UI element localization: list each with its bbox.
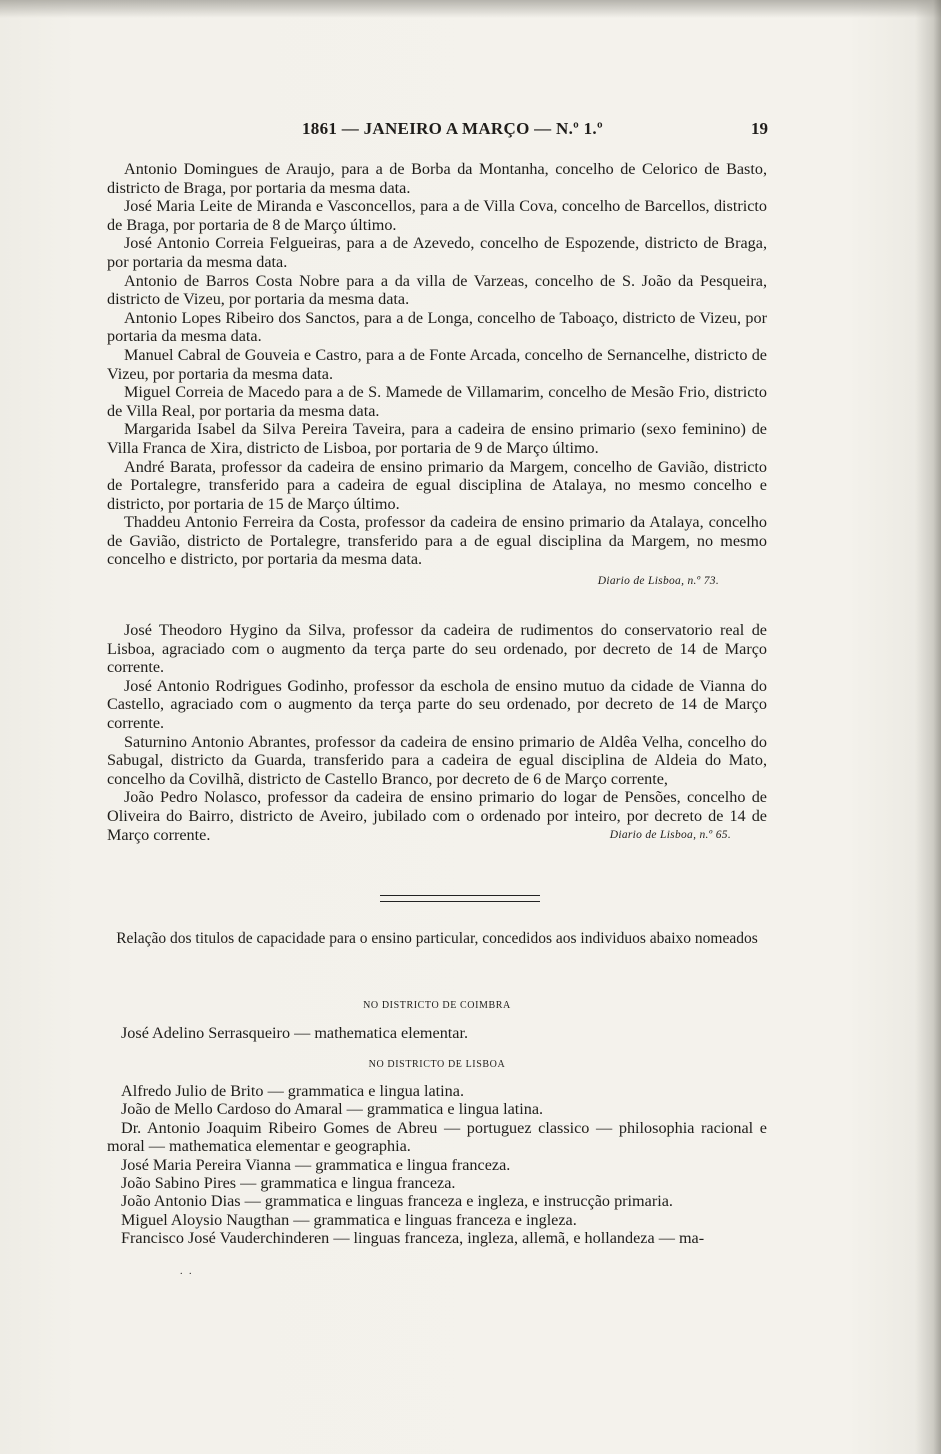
list-item: José Maria Pereira Vianna — grammatica e lingua franceza. [121, 1155, 511, 1174]
page-right-shadow [915, 0, 941, 1454]
section-separator [380, 895, 540, 902]
district-heading-lisboa: NO DISTRICTO DE LISBOA [368, 1059, 506, 1070]
paragraph: Antonio Domingues de Araujo, para a de Borba da Montanha, concelho de Celorico de Basto, districto de Braga, por portaria da mesma data. [107, 160, 767, 197]
page-number: 19 [751, 119, 768, 138]
paragraph: José Theodoro Hygino da Silva, professor da cadeira de rudimentos do conservatorio real de Lisboa, agraciado com o augmento da terça parte do seu ordenado, por decreto de 14 de Março corrente. [107, 621, 767, 677]
appointments-block [107, 160, 767, 591]
list-item: João Sabino Pires — grammatica e lingua franceza. [121, 1174, 456, 1193]
paragraph: Antonio Lopes Ribeiro dos Sanctos, para a de Longa, concelho de Taboaço, districto de Vizeu, por portaria da mesma data. [107, 308, 767, 346]
paragraph: Thaddeu Antonio Ferreira da Costa, professor da cadeira de ensino primario da Atalaya, concelho de Gavião, districto de Portalegre, transferido para a de egual disciplina da Margem, no mesmo concelho e districto, por portaria da mesma data. [107, 513, 767, 569]
list-item: Miguel Aloysio Naugthan — grammatica e linguas franceza e ingleza. [121, 1210, 577, 1229]
paragraph: José Maria Leite de Miranda e Vasconcellos, para a de Villa Cova, concelho de Barcellos, districto de Braga, por portaria de 8 de Março último. [107, 197, 767, 234]
list-item: Dr. Antonio Joaquim Ribeiro Gomes de Abreu — portuguez classico — philosophia racional e moral — mathematica elementar e geographia. [107, 1118, 767, 1156]
coimbra-list [107, 1024, 767, 1042]
last-paragraph-text: João Pedro Nolasco, professor da cadeira de ensino primario do logar de Pensões, concelho de Oliveira do Bairro, districto de Aveiro, jubilado com o ordenado por inteiro, por decreto de 14 de Março corrente. [107, 788, 767, 844]
paragraph: Saturnino Antonio Abrantes, professor da cadeira de ensino primario de Aldêa Velha, concelho do Sabugal, districto da Guarda, transferido para a cadeira de egual disciplina de Aldeia do Mato, concelho da Covilhã, districto de Castello Branco, por decreto de 6 de Março corrente, [107, 732, 767, 788]
paragraph: José Antonio Correia Felgueiras, para a de Azevedo, concelho de Espozende, districto de Braga, por portaria da mesma data. [107, 234, 767, 271]
list-item: João Antonio Dias — grammatica e linguas franceza e ingleza, e instrucção primaria. [121, 1192, 673, 1211]
source-citation: Diario de Lisboa, n.º 65. [609, 828, 731, 841]
header-title: 1861 — JANEIRO A MARÇO — N.º 1.º [302, 119, 603, 138]
paragraph: Miguel Correia de Macedo para a de S. Mamede de Villamarim, concelho de Mesão Frio, districto de Villa Real, por portaria da mesma data. [107, 383, 767, 420]
footer-marks: . . [180, 1266, 194, 1277]
paragraph [107, 788, 767, 844]
list-item: José Adelino Serrasqueiro — mathematica elementar. [121, 1024, 469, 1042]
source-citation: Diario de Lisboa, n.º 73. [597, 575, 719, 588]
page-top-shadow [0, 0, 941, 18]
paragraph: Manuel Cabral de Gouveia e Castro, para a de Fonte Arcada, concelho de Sernancelhe, districto de Vizeu, por portaria da mesma data. [107, 345, 767, 383]
paragraph: José Antonio Rodrigues Godinho, professor da eschola de ensino mutuo da cidade de Vianna do Castello, agraciado com o augmento da terça parte do seu ordenado, por decreto de 14 de Março corrente. [107, 676, 767, 732]
paragraph: André Barata, professor da cadeira de ensino primario da Margem, concelho de Gavião, districto de Portalegre, transferido para a cadeira de egual disciplina de Atalaya, no mesmo concelho e districto, por portaria de 15 de Março último. [107, 457, 767, 513]
district-heading-coimbra: NO DISTRICTO DE COIMBRA [363, 1000, 511, 1011]
paragraph: Margarida Isabel da Silva Pereira Taveira, para a cadeira de ensino primario (sexo feminino) de Villa Franca de Xira, districto de Lisboa, por portaria de 9 de Março último. [107, 420, 767, 457]
paragraph: Antonio de Barros Costa Nobre para a da villa de Varzeas, concelho de S. João da Pesqueira, districto de Vizeu, por portaria da mesma data. [107, 271, 767, 309]
list-item: João de Mello Cardoso do Amaral — grammatica e lingua latina. [121, 1100, 544, 1119]
decrees-block [107, 621, 767, 844]
section-title: Relação dos titulos de capacidade para o ensino particular, concedidos aos individuos abaixo nomeados [116, 930, 758, 947]
list-item: Francisco José Vauderchinderen — linguas franceza, ingleza, allemã, e hollandeza — ma- [121, 1229, 705, 1248]
list-item: Alfredo Julio de Brito — grammatica e lingua latina. [121, 1082, 464, 1100]
lisboa-list [107, 1082, 767, 1248]
running-header [108, 119, 768, 143]
